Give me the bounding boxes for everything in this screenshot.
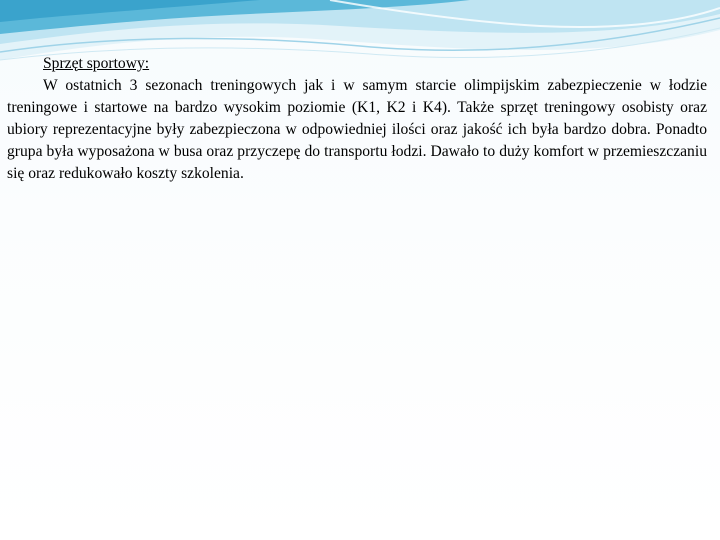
section-heading: Sprzęt sportowy: (43, 55, 150, 72)
slide-content (7, 53, 707, 185)
body-paragraph: W ostatnich 3 sezonach treningowych jak i w samym starcie olimpijskim zabezpieczenie w łodzie treningowe i startowe na bardzo wysokim poziomie (K1, K2 i K4). Także sprzęt treningowy osobisty oraz ubiory reprezentacyjne były zabezpieczona w odpowiedniej ilości oraz jakość ich była bardzo dobra. Ponadto grupa była wyposażona w busa oraz przyczepę do transportu łodzi. Dawało to duży komfort w przemieszczaniu się oraz redukowało koszty szkolenia. (7, 77, 707, 182)
